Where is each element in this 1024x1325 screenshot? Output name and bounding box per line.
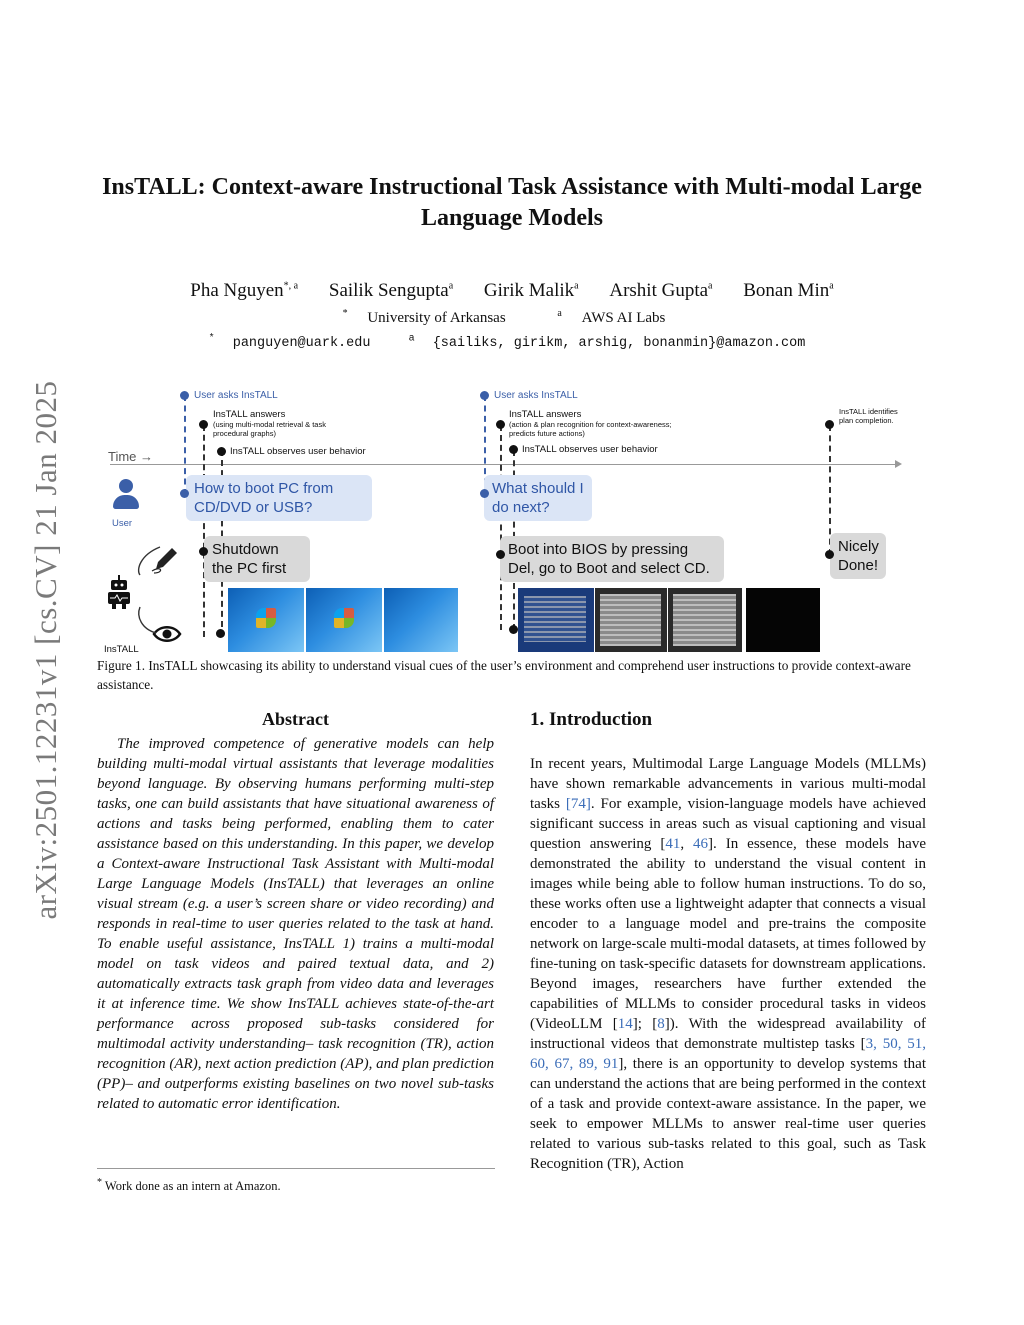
event-label: User asks InsTALL: [194, 390, 278, 401]
answer-dot: [496, 550, 505, 559]
event-label: InsTALL identifies plan completion.: [839, 407, 898, 425]
citation[interactable]: 3, 50, 51, 60, 67, 89, 91: [530, 1036, 927, 1072]
assistant-reply-bubble: Nicely Done!: [830, 533, 886, 579]
footnote: * Work done as an intern at Amazon.: [97, 1177, 281, 1194]
screenshot-thumbnail: [746, 588, 820, 652]
screenshot-thumbnail: [384, 588, 458, 652]
affiliation: * University of Arkansas: [342, 308, 506, 326]
section-heading: 1. Introduction: [530, 709, 653, 730]
user-dot: [180, 489, 189, 498]
user-dot: [480, 489, 489, 498]
screenshot-thumbnail: [668, 588, 742, 652]
footnote-rule: [97, 1168, 495, 1169]
author-list: [100, 280, 924, 302]
figure-1: [100, 385, 926, 657]
introduction-text: In recent years, Multimodal Large Language Models (MLLMs) have shown remarkable advancements in various multi-modal tasks [74]. For example, vision-language models have achieved significant success in areas such as visual captioning and visual question answering [41, 46]. In essence, these models have demonstrated the ability to understand the visual content in images while being able to follow human instructions. To do so, these works often use a lightweight adapter that connects a visual encoder to a language model and pre-trains the composite network on large-scale multi-modal datasets, at times followed by fine-tuning on task-specific datasets for downstream applications. Beyond images, researchers have further extended the capabilities of MLLMs to consider procedural tasks in videos (VideoLLM [14]; [8]). With the widespread availability of instructional videos that demonstrate multistep tasks [3, 50, 51, 60, 67, 89, 91], there is an opportunity to develop systems that can understand the actions that are being performed in the context of a task and provide context-aware assistance. In the paper, we seek to empower MLLMs to answer real-time user queries related to various sub-tasks related to this goal, such as Task Recognition (TR), Action: [530, 756, 927, 1172]
answer-event-dot: [496, 420, 505, 429]
observe-dot: [216, 629, 225, 638]
time-label: Time →: [108, 449, 154, 464]
observe-dot: [509, 625, 518, 634]
completion-event-dot: [825, 420, 834, 429]
observe-event-dot: [509, 445, 518, 454]
author: Pha Nguyen$^{*, a}$: [190, 280, 299, 301]
author: Arshit Gupta$^a$: [609, 280, 713, 301]
screenshot-thumbnail: [306, 588, 382, 652]
event-label: InsTALL answers (using multi-modal retrieval & task procedural graphs): [213, 409, 326, 438]
abstract-heading: Abstract: [262, 709, 329, 729]
affiliation: $^a$ AWS AI Labs: [557, 308, 666, 326]
timeline-marker: [203, 425, 205, 637]
arxiv-identifier: arXiv:2501.12231v1 [cs.CV] 21 Jan 2025: [28, 380, 63, 920]
abstract-text: The improved competence of generative models can help building multi-modal virtual assistants that leverage modalities beyond language. By observing humans performing multi-step tasks, one can build assistants that have situational awareness of actions and tasks being performed, enabling them to cater assistance based on this understanding. In this paper, we develop a Context-aware Instructional Task Assistant with Multi-modal Large Language Models (InsTALL) that leverages an online visual stream (e.g. a user’s screen share or video recording) and responds in real-time to user queries related to the task at hand. To enable useful assistance, InsTALL 1) trains a multi-modal model on task videos and paired textual data, and 2) automatically extracts task graph from video data and leverages it at inference time. We show InsTALL achieves state-of-the-art performance across proposed sub-tasks considered for multimodal activity understanding– task recognition (TR), action recognition (AR), next action prediction (AP), and plan prediction (PP)– and outperforms existing baselines on two novel sub-tasks related to automatic error identification.: [97, 736, 494, 1112]
affiliations: [100, 308, 924, 327]
event-label: InsTALL observes user behavior: [522, 444, 658, 455]
figure-caption: Figure 1. InsTALL showcasing its ability to understand visual cues of the user’s environment and comprehend user instructions to provide context-aware assistance.: [97, 658, 911, 692]
user-query-bubble: How to boot PC from CD/DVD or USB?: [186, 475, 372, 521]
installl-label: InsTALL: [104, 644, 139, 655]
event-label: InsTALL observes user behavior: [230, 446, 366, 457]
citation[interactable]: 14: [617, 1016, 633, 1032]
citation[interactable]: 8: [657, 1016, 665, 1032]
citation[interactable]: 41: [665, 836, 681, 852]
event-label: InsTALL answers (action & plan recognition for context-awareness; predicts future actions): [509, 409, 672, 438]
email: $^a$ {sailiks, girikm, arshig, bonanmin}@amazon.com: [408, 333, 806, 351]
citation[interactable]: [74]: [565, 796, 591, 812]
user-event-dot: [180, 391, 189, 400]
author: Sailik Sengupta$^a$: [328, 280, 454, 301]
user-event-dot: [480, 391, 489, 400]
assistant-reply-bubble: Shutdown the PC first: [204, 536, 310, 582]
timeline-axis: [110, 464, 896, 465]
screenshot-thumbnail: [595, 588, 667, 652]
user-query-bubble: What should I do next?: [484, 475, 592, 521]
screenshot-thumbnail: [228, 588, 304, 652]
paper-title: InsTALL: Context-aware Instructional Task Assistance with Multi-modal Large Language Models: [102, 174, 922, 231]
email: * panguyen@uark.edu: [208, 333, 371, 351]
assistant-reply-bubble: Boot into BIOS by pressing Del, go to Boot and select CD.: [500, 536, 724, 582]
completion-dot: [825, 550, 834, 559]
event-label: User asks InsTALL: [494, 390, 578, 401]
timeline-marker: [500, 425, 502, 630]
observe-event-dot: [217, 447, 226, 456]
flow-arrows: [130, 545, 170, 635]
author: Girik Malik$^a$: [483, 280, 579, 301]
user-label: User: [112, 518, 133, 529]
author: Bonan Min$^a$: [743, 280, 834, 301]
answer-event-dot: [199, 420, 208, 429]
email-list: [100, 333, 924, 351]
answer-dot: [199, 547, 208, 556]
screenshot-thumbnail: [518, 588, 594, 652]
citation[interactable]: 46: [693, 836, 709, 852]
